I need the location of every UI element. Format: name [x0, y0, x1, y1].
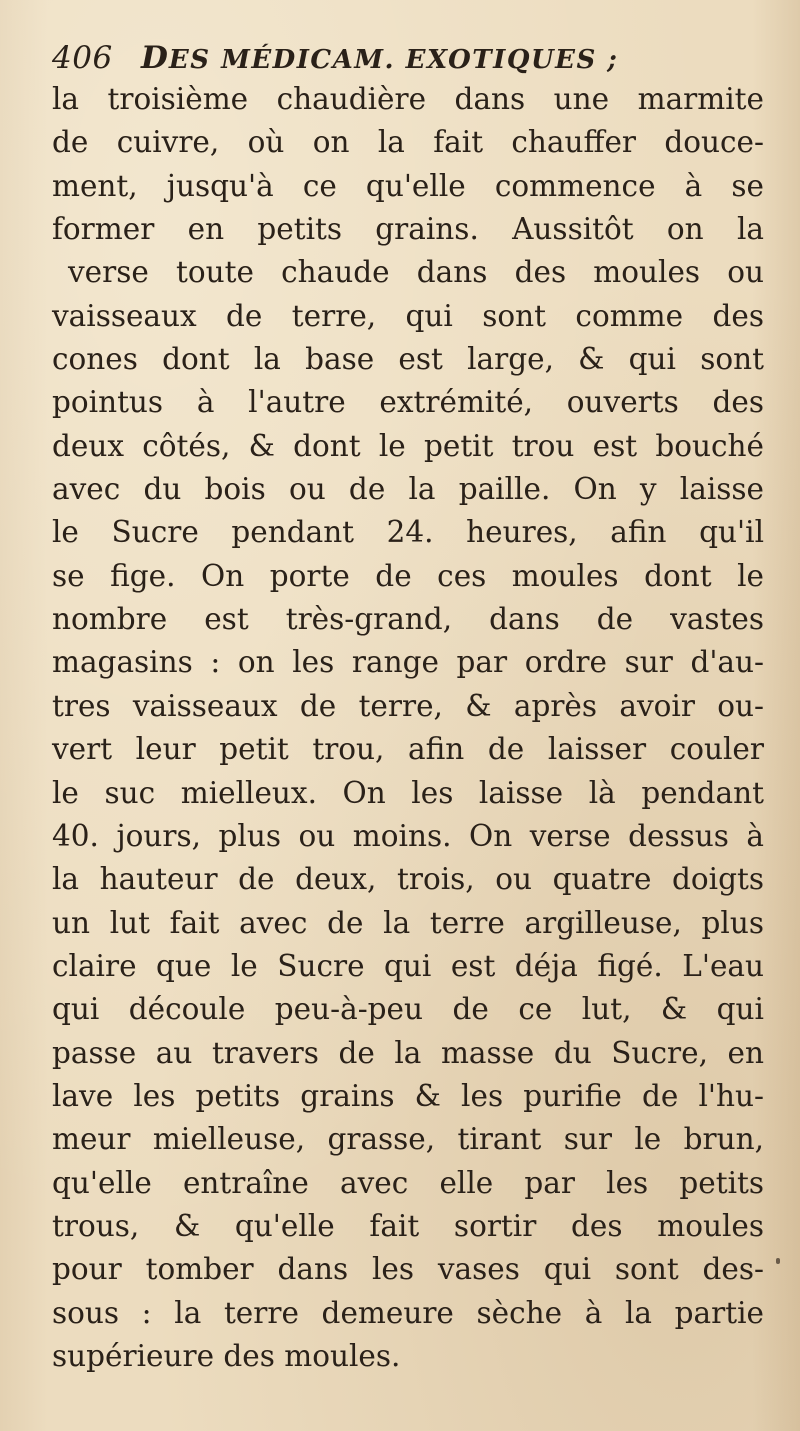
text-line-6: vaisseaux de terre, qui sont comme des	[52, 298, 764, 333]
running-title-initial: D	[141, 40, 169, 76]
text-line-27: trous, & qu'elle fait sortir des moules	[52, 1208, 764, 1243]
text-line-21: claire que le Sucre qui est déja figé. L'eau	[52, 948, 764, 983]
text-line-26: qu'elle entraîne avec elle par les petits	[52, 1165, 764, 1200]
text-line-2: de cuivre, où on la fait chauffer douce-	[52, 125, 764, 160]
text-line-3: ment, jusqu'à ce qu'elle commence à se	[52, 168, 764, 203]
text-line-4: former en petits grains. Aussitôt on la	[52, 212, 764, 247]
text-line-5: verse toute chaude dans des moules ou	[68, 255, 764, 290]
text-line-1: la troisième chaudière dans une marmite	[52, 82, 764, 116]
text-line-30: supérieure des moules.	[52, 1338, 401, 1373]
text-line-29: sous : la terre demeure sèche à la partie	[52, 1295, 764, 1330]
page-number: 406	[52, 40, 113, 76]
text-line-10: avec du bois ou de la paille. On y laisse	[52, 472, 764, 507]
text-line-15: tres vaisseaux de terre, & après avoir ou-	[52, 688, 764, 723]
text-line-12: se fige. On porte de ces moules dont le	[52, 558, 764, 593]
body-text	[52, 78, 764, 1378]
text-line-18: 40. jours, plus ou moins. On verse dessus à	[52, 818, 764, 853]
text-line-20: un lut fait avec de la terre argilleuse, plus	[52, 905, 764, 940]
ink-speck	[776, 1258, 780, 1264]
text-line-24: lave les petits grains & les purifie de l'hu-	[52, 1078, 764, 1113]
text-line-19: la hauteur de deux, trois, ou quatre doigts	[52, 862, 764, 897]
text-line-25: meur mielleuse, grasse, tirant sur le brun,	[52, 1122, 764, 1157]
text-line-7: cones dont la base est large, & qui sont	[52, 342, 764, 377]
text-line-16: vert leur petit trou, afin de laisser couler	[52, 732, 764, 767]
running-head	[52, 36, 752, 80]
text-line-11: le Sucre pendant 24. heures, afin qu'il	[52, 515, 764, 550]
text-line-17: le suc mielleux. On les laisse là pendant	[52, 775, 764, 810]
text-line-28: pour tomber dans les vases qui sont des-	[52, 1252, 764, 1287]
text-line-8: pointus à l'autre extrémité, ouverts des	[52, 385, 764, 420]
text-line-22: qui découle peu-à-peu de ce lut, & qui	[52, 992, 764, 1027]
text-line-14: magasins : on les range par ordre sur d'au-	[52, 645, 764, 680]
running-title	[141, 36, 618, 82]
text-line-23: passe au travers de la masse du Sucre, en	[52, 1035, 764, 1070]
running-title-rest: ES MÉDICAM. EXOTIQUES ;	[168, 45, 619, 75]
text-line-9: deux côtés, & dont le petit trou est bouché	[52, 428, 764, 463]
text-line-13: nombre est très-grand, dans de vastes	[52, 602, 764, 637]
